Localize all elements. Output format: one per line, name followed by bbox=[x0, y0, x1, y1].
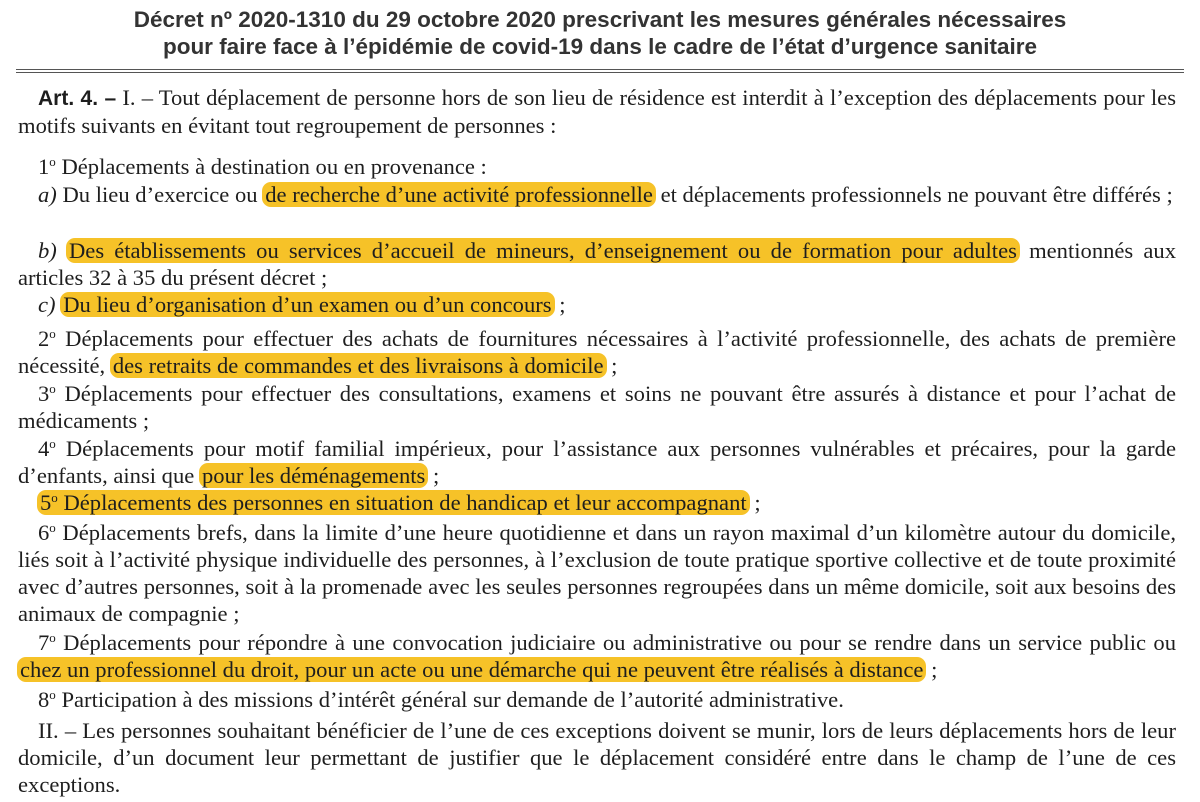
title-divider-bottom bbox=[16, 72, 1184, 73]
list-item-6-text: Déplacements brefs, dans la limite d’une heure quotidienne et dans un rayon maximal d’un kilomètre autour du domicile, liés soit à l’activité physique individuelle des personnes, à l’exclusion de toute pratique sportive collective et de toute proximité avec d’autres personnes, soit à la promenade avec les seules personnes regroupées dans un même domicile, soit aux besoins des animaux de compagnie ; bbox=[18, 520, 1176, 626]
list-item-1: 1$^o$ Déplacements à destination ou en provenance : bbox=[38, 154, 487, 179]
list-item-5: 5$^o$ Déplacements des personnes en situation de handicap et leur accompagnant ; bbox=[18, 484, 1176, 516]
list-item-1a: a) Du lieu d’exercice ou de recherche d’une activité professionnelle et déplacements professionnels ne pouvant être différés ; bbox=[38, 182, 1173, 207]
list-item-1b: b) Des établissements ou services d’accueil de mineurs, d’enseignement ou de formation pour adultes mentionnés aux articles 32 à 35 du présent décret ; bbox=[18, 238, 1176, 290]
decree-title-line-1: Décret nº 2020-1310 du 29 octobre 2020 prescrivant les mesures générales nécessaires bbox=[133, 7, 1067, 32]
list-item-2: 2$^o$ Déplacements pour effectuer des achats de fournitures nécessaires à l’activité professionnelle, des achats de première nécessité, des retraits de commandes et des livraisons à domicile ; bbox=[18, 326, 1176, 378]
highlight-legal-professional: chez un professionnel du droit, pour un acte ou une démarche qui ne peuvent être réalisés à distance bbox=[17, 657, 926, 682]
highlight-moving: pour les déménagements bbox=[199, 463, 428, 488]
list-item-1-text: Déplacements à destination ou en provenance : bbox=[61, 154, 487, 179]
highlight-job-search: de recherche d’une activité professionnelle bbox=[262, 182, 656, 207]
list-item-3: 3$^o$ Déplacements pour effectuer des consultations, examens et soins ne pouvant être assurés à distance et pour l’achat de médicaments ; bbox=[18, 381, 1176, 433]
article-label: Art. 4. – bbox=[38, 87, 117, 110]
title-divider-top bbox=[16, 69, 1184, 70]
list-item-1c: c) Du lieu d’organisation d’un examen ou d’un concours ; bbox=[38, 292, 566, 317]
section-2-text: II. – Les personnes souhaitant bénéficier de l’une de ces exceptions doivent se munir, lors de leurs déplacements hors de leur domicile, d’un document leur permettant de justifier que le déplacement considéré entre dans le champ de l’une de ces exceptions. bbox=[18, 718, 1176, 797]
article-intro-text: I. – Tout déplacement de personne hors de son lieu de résidence est interdit à l’exception des déplacements pour les motifs suivants en évitant tout regroupement de personnes : bbox=[18, 85, 1176, 138]
list-item-8-text: Participation à des missions d’intérêt général sur demande de l’autorité administrative. bbox=[61, 687, 844, 712]
article-intro bbox=[18, 84, 1176, 139]
highlight-education: Des établissements ou services d’accueil de mineurs, d’enseignement ou de formation pour adultes bbox=[66, 238, 1020, 263]
highlight-handicap: 5$^o$ Déplacements des personnes en situation de handicap et leur accompagnant bbox=[37, 490, 750, 515]
list-item-6: 6$^o$ Déplacements brefs, dans la limite d’une heure quotidienne et dans un rayon maximal d’un kilomètre autour du domicile, liés soit à l’activité physique individuelle des personnes, à l’exclusion de toute pratique sportive collective et de toute proximité avec d’autres personnes, soit à la promenade avec les seules personnes regroupées dans un même domicile, soit aux besoins des animaux de compagnie ; bbox=[18, 520, 1176, 626]
highlight-deliveries: des retraits de commandes et des livraisons à domicile bbox=[110, 353, 607, 378]
list-item-7: 7$^o$ Déplacements pour répondre à une convocation judiciaire ou administrative ou pour se rendre dans un service public ou chez un professionnel du droit, pour un acte ou une démarche qui ne peuvent être réalisés à distance ; bbox=[18, 624, 1176, 683]
list-item-4: 4$^o$ Déplacements pour motif familial impérieux, pour l’assistance aux personnes vulnérables et précaires, pour la garde d’enfants, ainsi que pour les déménagements ; bbox=[18, 436, 1176, 488]
decree-title bbox=[0, 0, 1200, 64]
decree-title-line-2: pour faire face à l’épidémie de covid-19 dans le cadre de l’état d’urgence sanitaire bbox=[162, 34, 1038, 59]
section-2 bbox=[18, 717, 1176, 798]
highlight-exam: Du lieu d’organisation d’un examen ou d’un concours bbox=[60, 292, 554, 317]
list-item-8: 8$^o$ Participation à des missions d’intérêt général sur demande de l’autorité administrative. bbox=[38, 687, 844, 712]
list-item-3-text: Déplacements pour effectuer des consultations, examens et soins ne pouvant être assurés à distance et pour l’achat de médicaments ; bbox=[18, 381, 1176, 433]
